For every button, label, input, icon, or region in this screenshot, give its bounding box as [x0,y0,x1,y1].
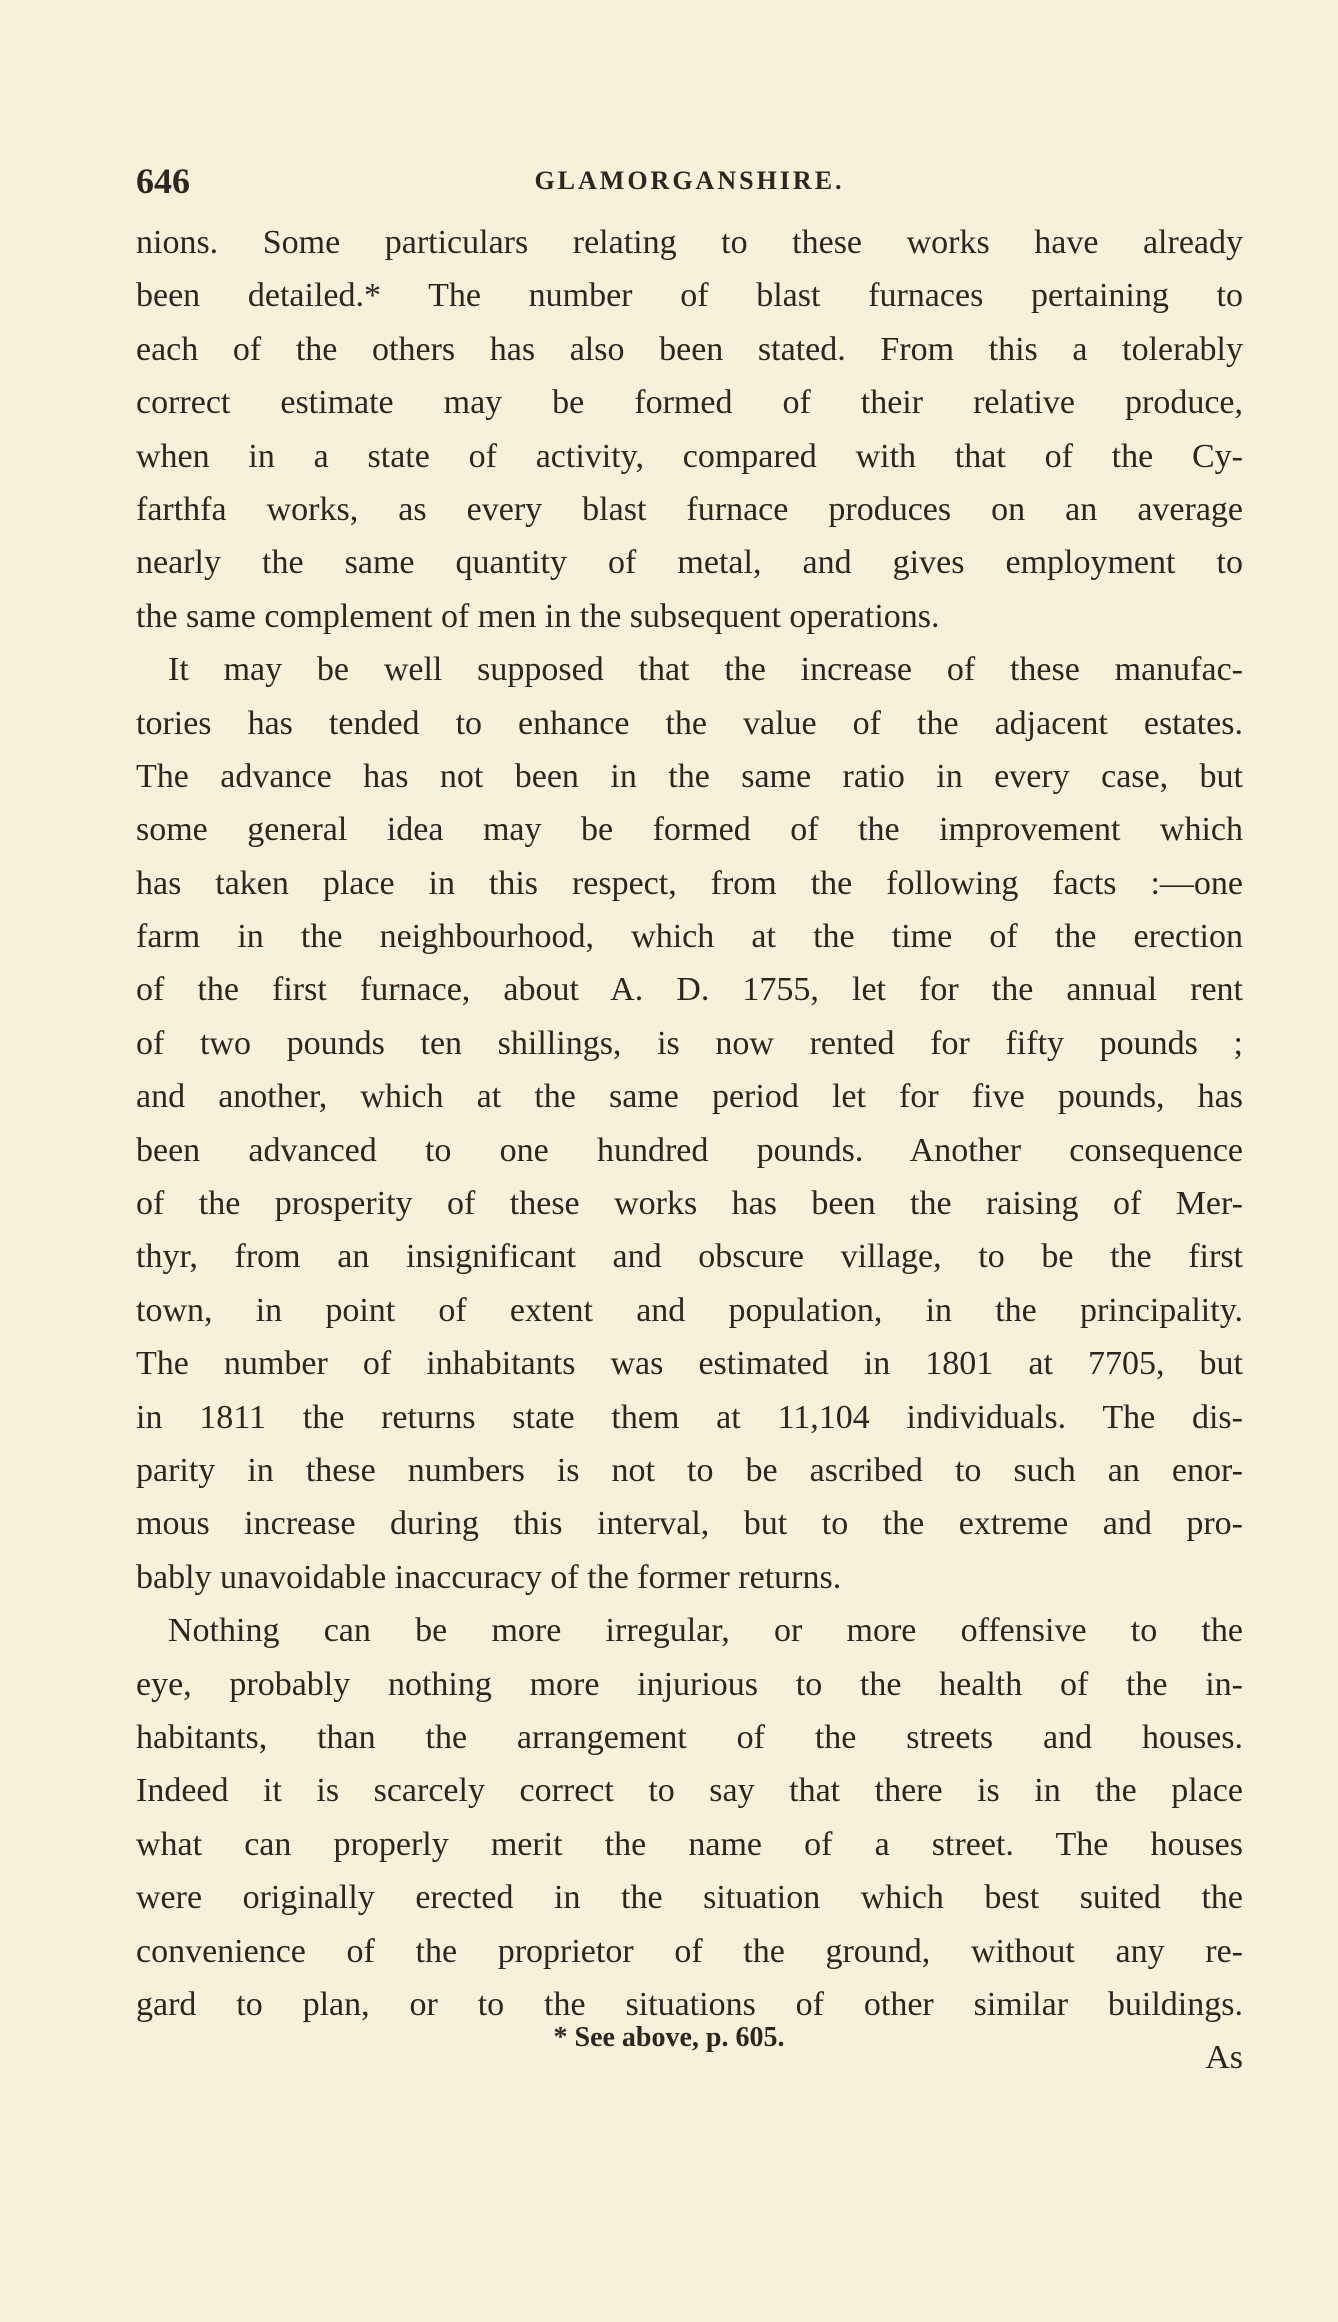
text-line: eye, probably nothing more injurious to the health of the in- [136,1665,1243,1703]
text-line: some general idea may be formed of the improvement which [136,811,1243,849]
text-line: It may be well supposed that the increase of these manufac- [168,651,1243,689]
text-line: habitants, than the arrangement of the streets and houses. [136,1718,1243,1756]
text-line: gard to plan, or to the situations of other similar buildings. [136,1985,1243,2023]
text-line: nions. Some particulars relating to these works have already [136,224,1243,261]
text-line: convenience of the proprietor of the ground, without any re- [136,1932,1243,1970]
text-line: of two pounds ten shillings, is now rented for fifty pounds ; [136,1024,1243,1062]
footnote: * See above, p. 605. [553,2022,785,2053]
text-line: parity in these numbers is not to be ascribed to such an enor- [136,1451,1243,1489]
text-line: the same complement of men in the subsequent operations. [136,597,940,635]
text-line: bably unavoidable inaccuracy of the former returns. [136,1558,842,1596]
text-line: correct estimate may be formed of their relative produce, [136,384,1243,422]
page-number: 646 [136,161,190,201]
text-line: been detailed.* The number of blast furnaces pertaining to [136,277,1243,315]
text-line: Indeed it is scarcely correct to say that there is in the place [136,1772,1243,1810]
text-line: The advance has not been in the same ratio in every case, but [136,757,1243,795]
text-line: and another, which at the same period let for five pounds, has [136,1078,1243,1116]
text-line: of the prosperity of these works has been the raising of Mer- [136,1185,1243,1223]
text-line: town, in point of extent and population, in the principality. [136,1291,1243,1329]
body-text [136,216,1243,2085]
text-line: The number of inhabitants was estimated in 1801 at 7705, but [136,1345,1243,1383]
text-line: As [1205,2039,1243,2077]
text-line: mous increase during this interval, but to the extreme and pro- [136,1505,1243,1543]
text-line: when in a state of activity, compared with that of the Cy- [136,437,1243,475]
running-title: GLAMORGANSHIRE. [534,166,845,195]
text-line: of the first furnace, about A. D. 1755, let for the annual rent [136,971,1243,1009]
text-line: what can properly merit the name of a street. The houses [136,1825,1243,1863]
text-line: were originally erected in the situation which best suited the [136,1879,1243,1917]
text-line: farm in the neighbourhood, which at the time of the erection [136,918,1243,956]
text-line: thyr, from an insignificant and obscure village, to be the first [136,1238,1243,1276]
text-line: Nothing can be more irregular, or more offensive to the [168,1612,1243,1650]
text-line: has taken place in this respect, from the following facts :—one [136,864,1243,902]
text-line: tories has tended to enhance the value of the adjacent estates. [136,704,1243,742]
text-line: in 1811 the returns state them at 11,104 individuals. The dis- [136,1398,1243,1436]
text-line: been advanced to one hundred pounds. Another consequence [136,1131,1243,1169]
text-line: each of the others has also been stated. From this a tolerably [136,330,1243,368]
page-header [136,160,1243,204]
text-line: farthfa works, as every blast furnace produces on an average [136,490,1243,528]
text-line: nearly the same quantity of metal, and gives employment to [136,544,1243,582]
